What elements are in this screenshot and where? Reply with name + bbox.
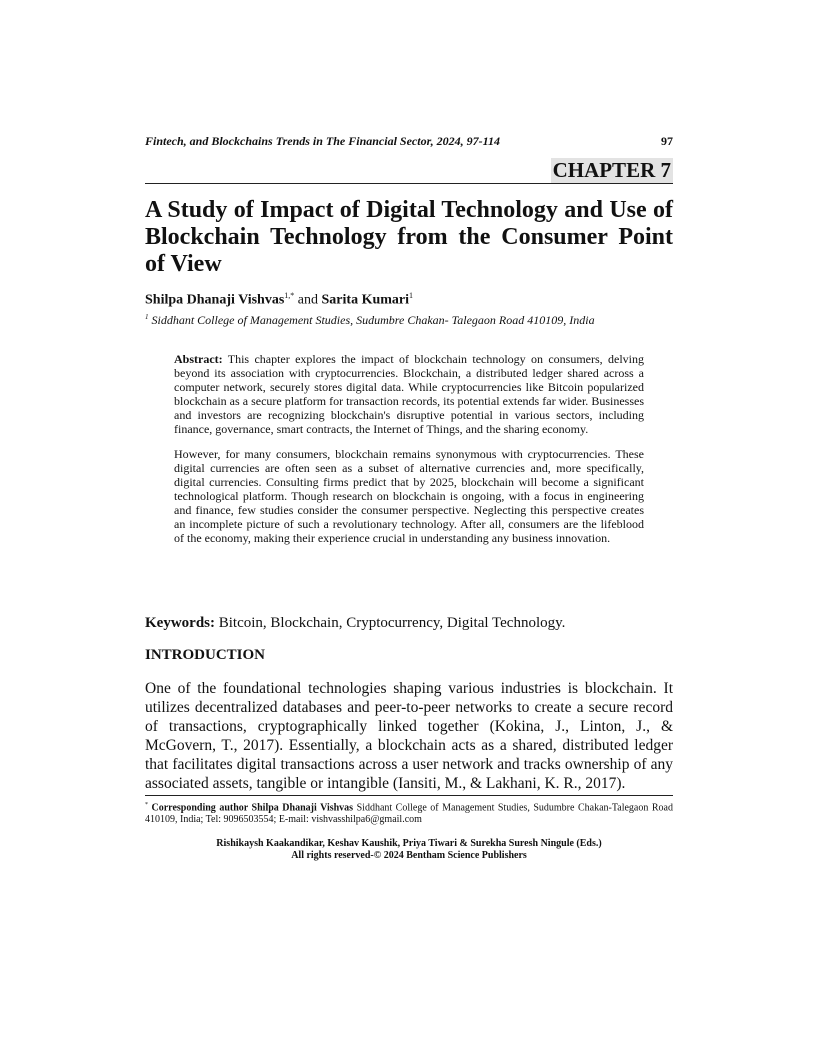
affiliation-text: Siddhant College of Management Studies, Sudumbre Chakan- Talegaon Road 410109, India [148, 313, 595, 327]
abstract-paragraph-1 [174, 352, 644, 437]
introduction-paragraph: One of the foundational technologies shaping various industries is blockchain. It utilizes decentralized databases and peer-to-peer networks to create a secure record of transactions, cryptographically linked together (Kokina, J., Linton, J., & McGovern, T., 2017). Essentially, a blockchain acts as a shared, distributed ledger that facilitates digital transactions across a user network and tracks ownership of any associated assets, tangible or intangible (Iansiti, M., & Lakhani, K. R., 2017). [145, 680, 673, 792]
editors-line: Rishikaysh Kaakandikar, Keshav Kaushik, Priya Tiwari & Surekha Suresh Ningule (Eds.) [216, 838, 602, 849]
abstract [174, 352, 644, 555]
author-list [145, 291, 413, 309]
abstract-paragraph-2: However, for many consumers, blockchain remains synonymous with cryptocurrencies. These digital currencies are often seen as a subset of alternative currencies and, more specifically, digital currencies. Consulting firms predict that by 2025, blockchain will become a significant technological platform. Though research on blockchain is ongoing, with a focus in engineering and finance, few studies consider the consumer perspective. Neglecting this perspective creates an incomplete picture of such a revolutionary technology. After all, consumers are the lifeblood of the economy, making their experience crucial in understanding any business innovation. [174, 446, 644, 546]
publisher-credit [145, 838, 673, 862]
section-heading-introduction: INTRODUCTION [145, 647, 266, 663]
chapter-label: CHAPTER 7 [552, 158, 671, 182]
keywords-label: Keywords: [145, 615, 215, 631]
affiliation [145, 313, 673, 328]
footnote-text: Siddhant College of Management Studies, Sudumbre Chakan-Talegaon Road 410109, India; Tel: 9096503554; E-mail: vishvasshilpa6@gmail.com [145, 802, 673, 826]
author-1: Shilpa Dhanaji Vishvas [145, 292, 285, 308]
author-joiner: and [294, 292, 322, 308]
abstract-text-1: This chapter explores the impact of blockchain technology on consumers, delving beyond its association with cryptocurrencies. Blockchain, a distributed ledger shared across a computer network, securely stores digital data. While cryptocurrencies like Bitcoin popularized blockchain as a secure platform for transaction records, its potential extends far wider. Businesses and investors are recognizing blockchain's disruptive potential in various sectors, including finance, governance, smart contracts, the Internet of Things, and the sharing economy. [174, 352, 644, 437]
abstract-label: Abstract: [174, 352, 223, 366]
footnote [145, 799, 673, 826]
keywords [145, 615, 673, 632]
chapter-banner [145, 158, 673, 184]
journal-meta: , 2024, 97-114 [430, 134, 500, 148]
footnote-label: Corresponding author Shilpa Dhanaji Vishvas [148, 802, 354, 814]
author-2: Sarita Kumari [321, 292, 410, 308]
author-1-affiliation-mark: 1,* [284, 291, 295, 300]
footnote-divider [145, 795, 673, 796]
journal-title: Fintech, and Blockchains Trends in The Financial Sector [145, 134, 431, 148]
footnote-mark: * [145, 802, 148, 808]
copyright-line: All rights reserved-© 2024 Bentham Science Publishers [291, 850, 527, 861]
paper-title: A Study of Impact of Digital Technology and Use of Blockchain Technology from the Consumer Point of View [145, 197, 673, 277]
running-header [145, 134, 673, 149]
keywords-text: Bitcoin, Blockchain, Cryptocurrency, Digital Technology. [215, 615, 566, 631]
page-number: 97 [661, 134, 673, 148]
affiliation-mark: 1 [145, 313, 149, 321]
author-2-affiliation-mark: 1 [409, 291, 414, 300]
